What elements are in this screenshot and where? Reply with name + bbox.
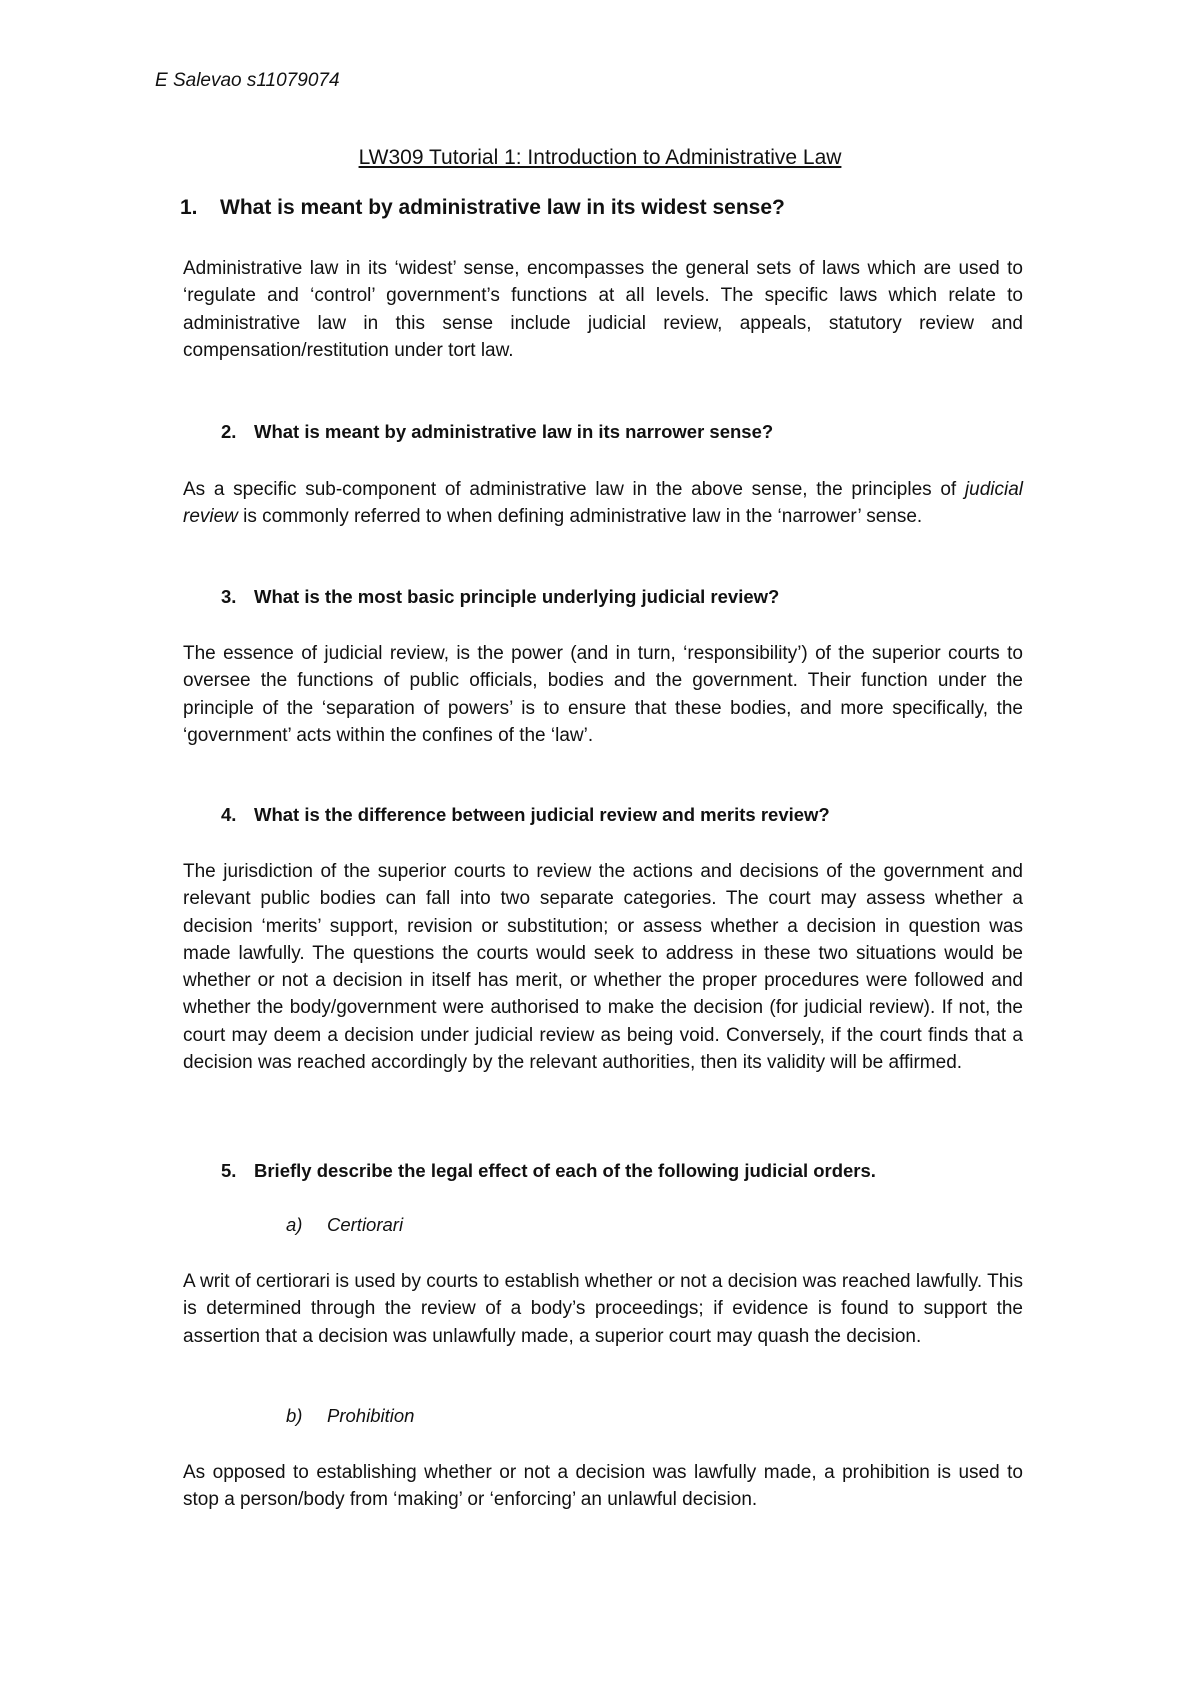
question-5-heading (221, 1160, 876, 1182)
question-text: Briefly describe the legal effect of each of the following judicial orders. (254, 1160, 876, 1181)
subitem-name: Prohibition (327, 1405, 415, 1426)
answer-3: The essence of judicial review, is the power (and in turn, ‘responsibility’) of the superior courts to oversee the functions of public officials, bodies and the government. Their function under the principle of the ‘separation of powers’ is to ensure that these bodies, and more specifically, the ‘government’ acts within the confines of the ‘law’. (183, 643, 1023, 746)
answer-1: Administrative law in its ‘widest’ sense, encompasses the general sets of laws which are used to ‘regulate and ‘control’ government’s functions at all levels. The specific laws which relate to administrative law in this sense include judicial review, appeals, statutory review and compensation/restitution under tort law. (183, 258, 1023, 361)
answer-4: The jurisdiction of the superior courts to review the actions and decisions of the government and relevant public bodies can fall into two separate categories. The court may assess whether a decision ‘merits’ support, revision or substitution; or assess whether a decision in question was made lawfully. The questions the courts would seek to address in these two situations would be whether or not a decision in itself has merit, or whether the proper procedures were followed and whether the body/government were authorised to make the decision (for judicial review). If not, the court may deem a decision under judicial review as being void. Conversely, if the court finds that a decision was reached accordingly by the relevant authorities, then its validity will be affirmed. (183, 861, 1023, 1074)
answer-5b: As opposed to establishing whether or not a decision was lawfully made, a prohibition is used to stop a person/body from ‘making’ or ‘enforcing’ an unlawful decision. (183, 1462, 1023, 1511)
subitem-label: b) (286, 1405, 303, 1426)
question-number: 1. (180, 196, 198, 219)
question-number: 2. (221, 421, 237, 442)
question-1-heading (180, 196, 785, 220)
question-text: What is meant by administrative law in its widest sense? (220, 196, 785, 219)
page-title: LW309 Tutorial 1: Introduction to Administrative Law (358, 146, 842, 169)
subitem-name: Certiorari (327, 1214, 404, 1235)
question-text: What is meant by administrative law in its narrower sense? (254, 421, 774, 442)
question-2-heading (221, 421, 773, 443)
question-number: 4. (221, 804, 237, 825)
question-4-heading (221, 804, 830, 826)
question-number: 5. (221, 1160, 237, 1181)
answer-2 (183, 476, 1023, 531)
answer-text: is commonly referred to when defining administrative law in the ‘narrower’ sense. (237, 506, 923, 528)
question-text: What is the difference between judicial review and merits review? (254, 804, 830, 825)
question-3-heading (221, 586, 779, 608)
answer-5a: A writ of certiorari is used by courts to establish whether or not a decision was reached lawfully. This is determined through the review of a body’s proceedings; if evidence is found to support the assertion that a decision was unlawfully made, a superior court may quash the decision. (183, 1271, 1023, 1347)
emphasis-judicial-review: judicial review (183, 479, 1023, 528)
subitem-a-heading (286, 1214, 403, 1236)
subitem-label: a) (286, 1214, 303, 1235)
subitem-b-heading (286, 1405, 414, 1427)
question-text: What is the most basic principle underlying judicial review? (254, 586, 780, 607)
answer-text: As a specific sub-component of administrative law in the above sense, the principles of (183, 479, 965, 500)
question-number: 3. (221, 586, 237, 607)
author-header: E Salevao s11079074 (155, 70, 340, 91)
